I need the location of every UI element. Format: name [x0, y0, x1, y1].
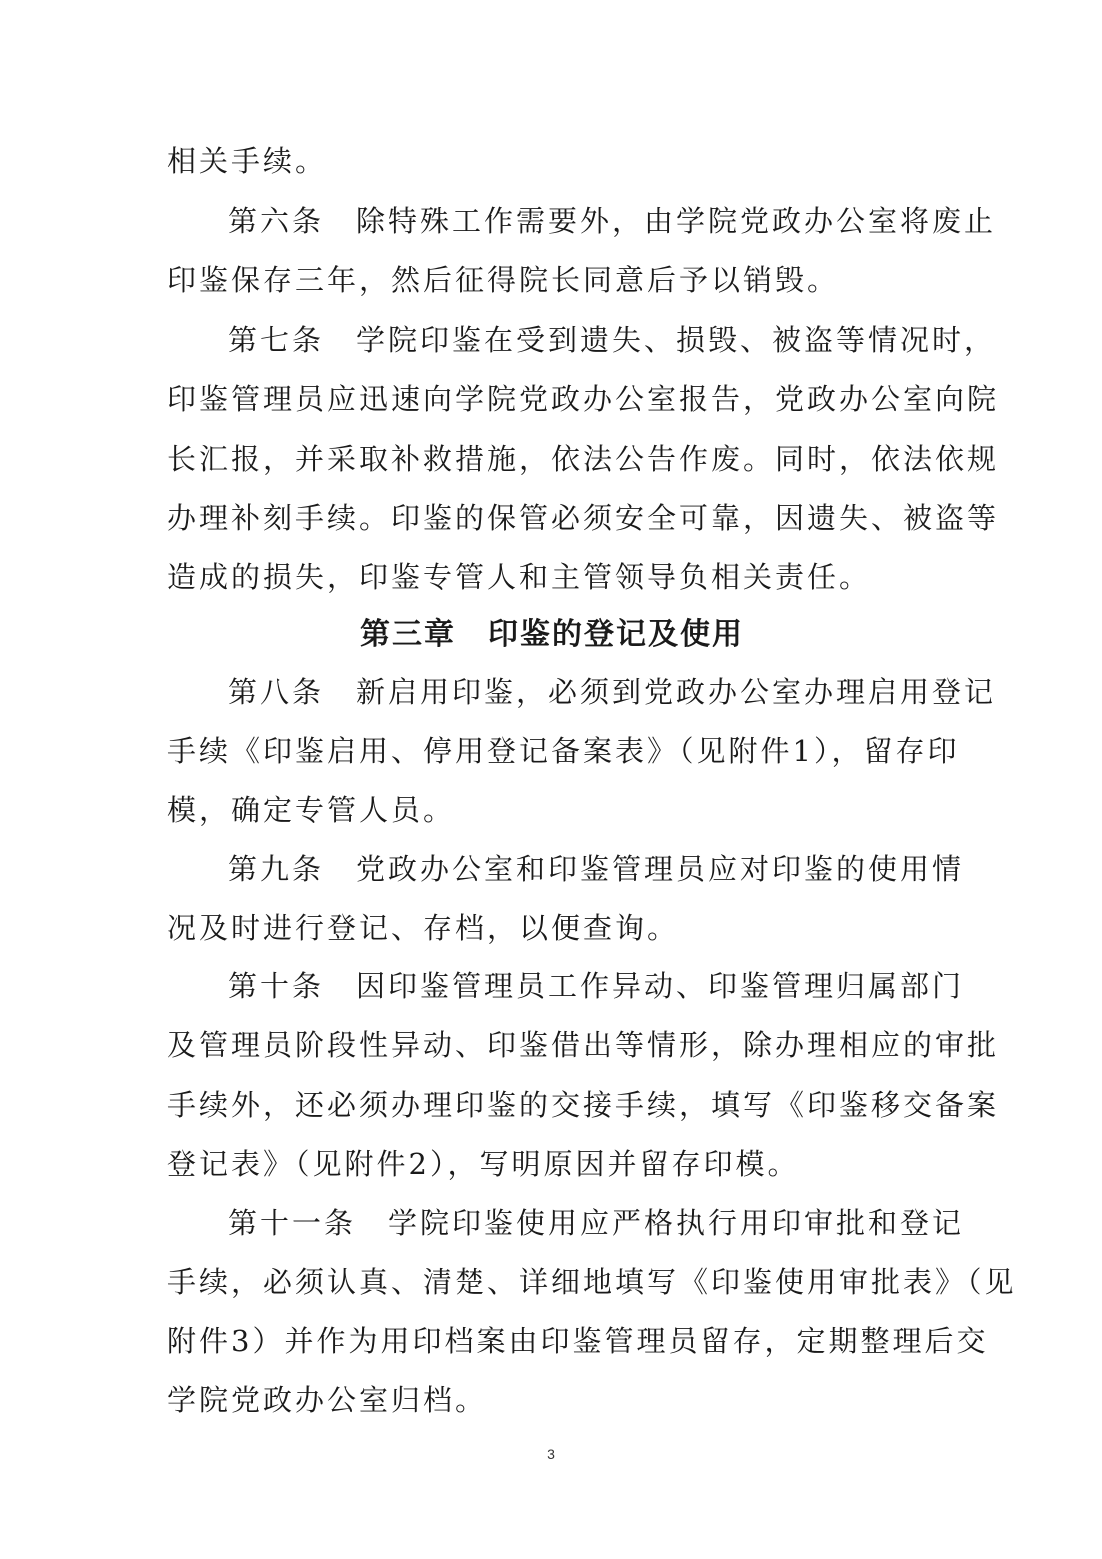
text-line: 相关手续。: [167, 144, 328, 178]
article-10-line-1: 第十条 因印鉴管理员工作异动、印鉴管理归属部门: [228, 969, 965, 1003]
text-line: 附件3）并作为用印档案由印鉴管理员留存，定期整理后交: [167, 1324, 989, 1358]
chapter-heading: 第三章 印鉴的登记及使用: [360, 617, 744, 652]
text-line: 模，确定专管人员。: [167, 793, 456, 827]
text-line: 登记表》（见附件2），写明原因并留存印模。: [167, 1147, 800, 1181]
text-line: 手续，必须认真、清楚、详细地填写《印鉴使用审批表》（见: [167, 1265, 1017, 1299]
text-line: 手续《印鉴启用、停用登记备案表》（见附件1），留存印: [167, 734, 960, 768]
text-line: 及管理员阶段性异动、印鉴借出等情形，除办理相应的审批: [167, 1028, 1000, 1062]
text-line: 况及时进行登记、存档，以便查询。: [167, 911, 680, 945]
text-line: 造成的损失，印鉴专管人和主管领导负相关责任。: [167, 560, 872, 594]
text-line: 长汇报，并采取补救措施，依法公告作废。同时，依法依规: [167, 442, 1000, 476]
page-number: 3: [547, 1446, 555, 1462]
article-7-line-1: 第七条 学院印鉴在受到遗失、损毁、被盗等情况时，: [228, 323, 997, 357]
article-9-line-1: 第九条 党政办公室和印鉴管理员应对印鉴的使用情: [228, 852, 965, 886]
text-line: 印鉴保存三年，然后征得院长同意后予以销毁。: [167, 263, 840, 297]
text-line: 学院党政办公室归档。: [167, 1383, 488, 1417]
article-8-line-1: 第八条 新启用印鉴，必须到党政办公室办理启用登记: [228, 675, 997, 709]
text-line: 手续外，还必须办理印鉴的交接手续，填写《印鉴移交备案: [167, 1088, 1000, 1122]
text-line: 印鉴管理员应迅速向学院党政办公室报告，党政办公室向院: [167, 382, 1000, 416]
article-11-line-1: 第十一条 学院印鉴使用应严格执行用印审批和登记: [228, 1206, 965, 1240]
text-line: 办理补刻手续。印鉴的保管必须安全可靠，因遗失、被盗等: [167, 501, 1000, 535]
article-6-line-1: 第六条 除特殊工作需要外，由学院党政办公室将废止: [228, 204, 997, 238]
